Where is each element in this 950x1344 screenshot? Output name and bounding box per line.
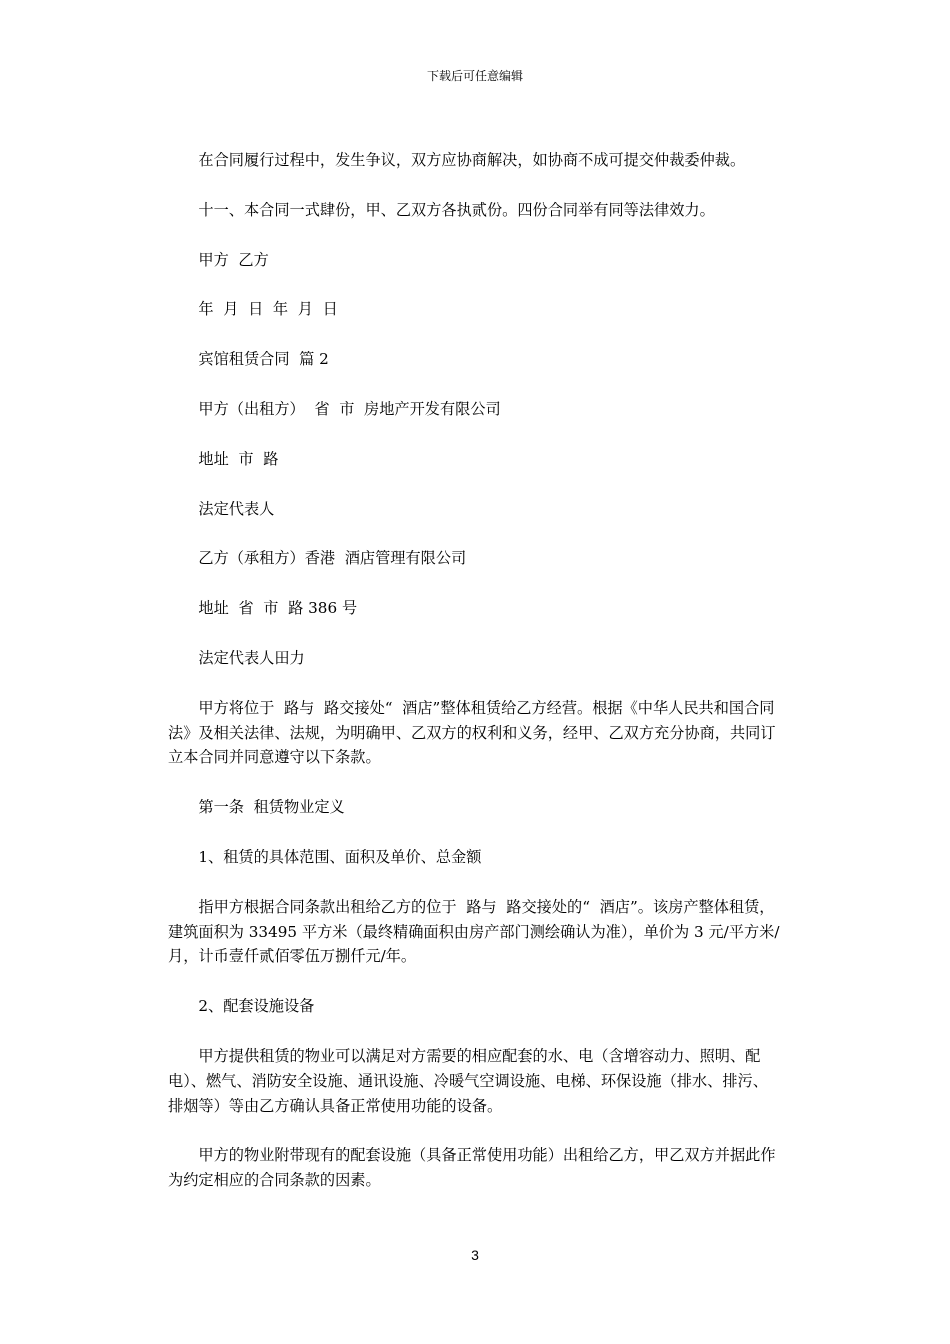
- paragraph-clause-eleven: 十一、本合同一式肆份，甲、乙双方各执贰份。四份合同举有同等法律效力。: [198, 200, 715, 219]
- paragraph-party-b: 乙方（承租方）香港 酒店管理有限公司: [198, 549, 467, 568]
- paragraph-party-a: 甲方（出租方） 省 市 房地产开发有限公司: [198, 399, 501, 418]
- paragraph-lease-scope: 指甲方根据合同条款出租给乙方的位于 路与 路交接处的“ 酒店”。该房产整体租赁，建筑面积为 33495 平方米（最终精确面积由房产部门测绘确认为准），单价为 3 元/平方米/月，计币壹仟贰佰零伍万捌仟元/年。: [168, 897, 780, 966]
- paragraph-party-a-address: 地址 市 路: [198, 449, 279, 468]
- paragraph-party-b-address: 地址 省 市 路 386 号: [198, 599, 358, 618]
- paragraph-facilities-attached: 甲方的物业附带现有的配套设施（具备正常使用功能）出租给乙方，甲乙双方并据此作为约定相应的合同条款的因素。: [168, 1146, 776, 1190]
- paragraph-facilities: 甲方提供租赁的物业可以满足对方需要的相应配套的水、电（含增容动力、照明、配电）、燃气、消防安全设施、通讯设施、冷暖气空调设施、电梯、环保设施（排水、排污、排烟等）等由乙方确认具备正常使用功能的设备。: [168, 1046, 768, 1115]
- page-number: 3: [471, 1247, 479, 1263]
- paragraph-party-b-representative: 法定代表人田力: [198, 648, 305, 667]
- article-one-heading: 第一条 租赁物业定义: [198, 798, 345, 817]
- paragraph-signatories: 甲方 乙方: [198, 250, 269, 269]
- item-one-heading: 1、租赁的具体范围、面积及单价、总金额: [198, 847, 482, 866]
- page-header: 下载后可任意编辑: [426, 69, 523, 83]
- paragraph-dispute-resolution: 在合同履行过程中，发生争议，双方应协商解决，如协商不成可提交仲裁委仲裁。: [198, 151, 746, 169]
- paragraph-preamble: 甲方将位于 路与 路交接处“ 酒店”整体租赁给乙方经营。根据《中华人民共和国合同法》及相关法律、法规，为明确甲、乙双方的权利和义务，经甲、乙双方充分协商，共同订立本合同并同意遵守以下条款。: [168, 698, 776, 767]
- section-heading-contract-2: 宾馆租赁合同 篇 2: [198, 350, 329, 369]
- paragraph-party-a-representative: 法定代表人: [198, 499, 275, 518]
- paragraph-signature-dates: 年 月 日 年 月 日: [198, 300, 338, 319]
- item-two-heading: 2、配套设施设备: [198, 997, 315, 1016]
- document-body: [168, 148, 782, 1218]
